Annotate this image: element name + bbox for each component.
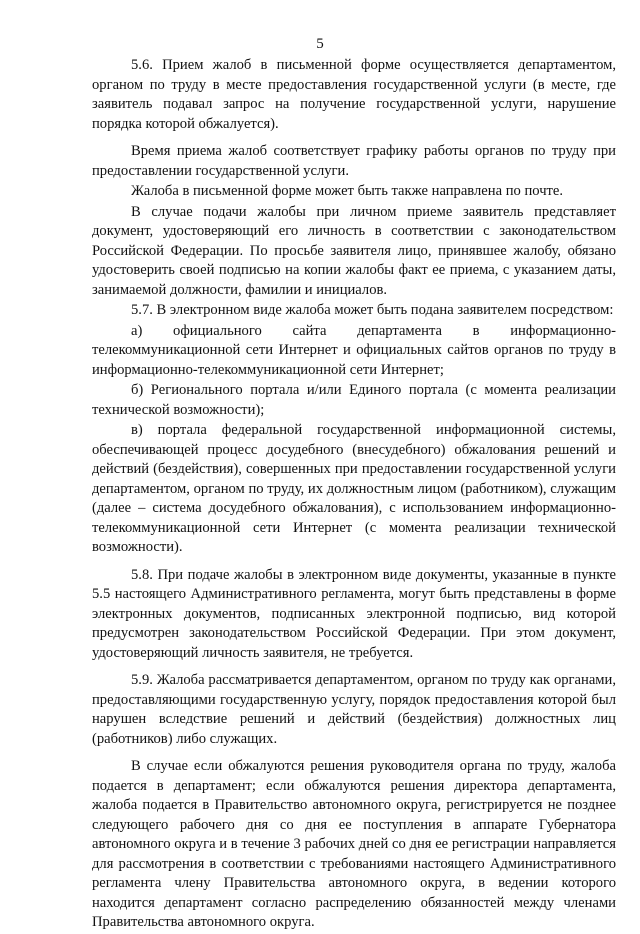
document-body xyxy=(92,56,616,934)
page-number: 5 xyxy=(316,36,324,52)
paragraph-5-7: 5.7. В электронном виде жалоба может быть подана заявителем посредством: xyxy=(131,302,614,318)
paragraph-5-8: 5.8. При подаче жалобы в электронном виде документы, указанные в пункте 5.5 настоящего Административного регламента, могут быть представлены в форме электронных документов, подписанных электронной подписью, вид которой предусмотрен законодательством Российской Федерации. При этом документ, удостоверяющий личность заявителя, не требуется. xyxy=(92,566,616,661)
paragraph-5-6: 5.6. Прием жалоб в письменной форме осуществляется департаментом, органом по труду в месте предоставления государственной услуги (в месте, где заявитель подавал запрос на получение государственной услуги, нарушение порядка которой обжалуется). xyxy=(92,57,616,132)
paragraph-postal-complaint: Жалоба в письменной форме может быть также направлена по почте. xyxy=(131,183,564,199)
paragraph-reception-time: Время приема жалоб соответствует графику работы органов по труду при предоставлении государственной услуги. xyxy=(92,143,616,179)
list-item-b: б) Регионального портала и/или Единого портала (с момента реализации технической возможности); xyxy=(92,382,616,418)
paragraph-5-9: 5.9. Жалоба рассматривается департаментом, органом по труду как органами, предоставляющими государственную услугу, порядок предоставления которой был нарушен вследствие решений и действий (бездействия) должностных лиц (работников) либо служащих. xyxy=(92,672,616,747)
list-item-c: в) портала федеральной государственной информационной системы, обеспечивающей процесс досудебного (внесудебного) обжалования решений и действий (бездействия), совершенных при предоставлении государственной услуги департаментом, органом по труду, их должностным лицом (работником), служащим (далее – система досудебного обжалования), с использованием информационно-телекоммуникационной сети Интернет (с момента реализации технической возможности). xyxy=(92,422,616,555)
paragraph-director-complaints: В случае если обжалуются решения руководителя органа по труду, жалоба подается в департамент; если обжалуются решения директора департамента, жалоба подается в Правительство автономного округа, регистрируется не позднее следующего рабочего дня со дня ее поступления в аппарате Губернатора автономного округа и в течение 3 рабочих дней со дня ее регистрации направляется для рассмотрения в соответствии с требованиями настоящего Административного регламента члену Правительства автономного округа, в ведении которого находится департамент согласно распределению обязанностей между членами Правительства автономного округа. xyxy=(92,758,616,930)
list-item-a: а) официального сайта департамента в информационно-телекоммуникационной сети Интернет и официальных сайтов органов по труду в информационно-телекоммуникационной сети Интернет; xyxy=(92,322,616,378)
paragraph-personal-reception: В случае подачи жалобы при личном приеме заявитель представляет документ, удостоверяющий его личность в соответствии с законодательством Российской Федерации. По просьбе заявителя лицо, принявшее жалобу, обязано удостоверить своей подписью на копии жалобы факт ее приема, с указанием даты, занимаемой должности, фамилии и инициалов. xyxy=(92,203,616,298)
